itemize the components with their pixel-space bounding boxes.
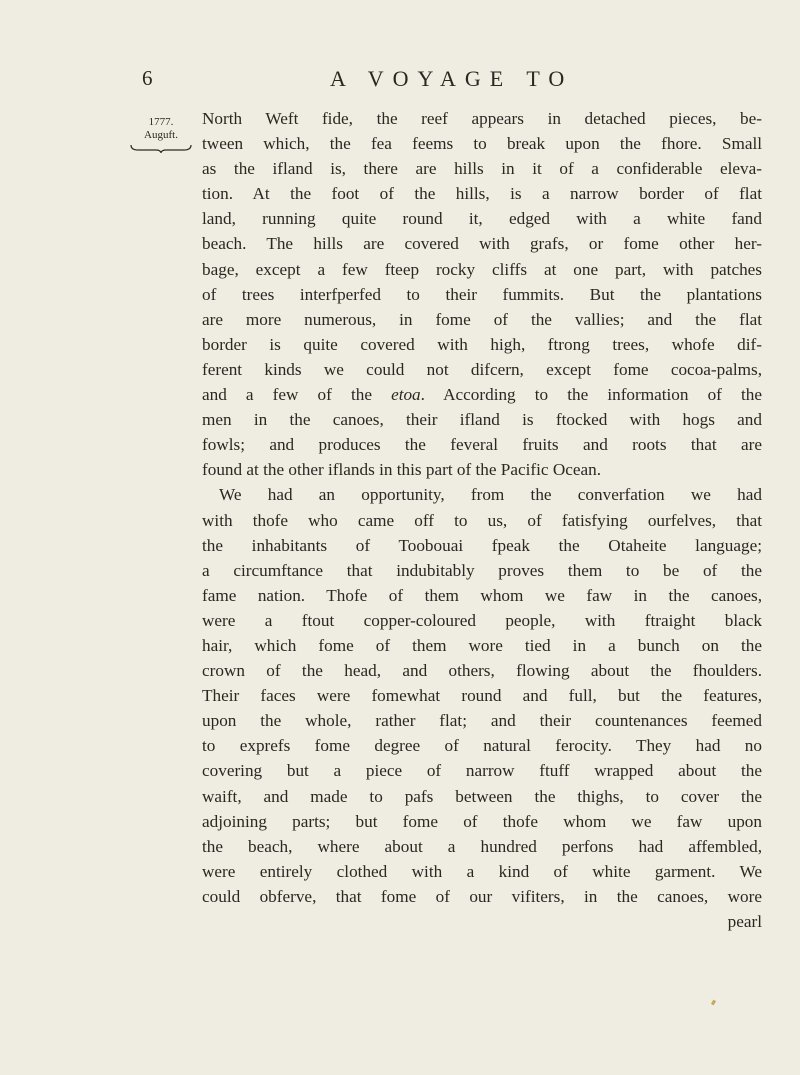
text-line: Their faces were fomewhat round and full, but the features,	[202, 686, 762, 706]
text-line: of trees interfperfed to their fummits. But the plantations	[202, 284, 762, 304]
text-line-with-italic	[202, 382, 762, 407]
text-line: beach. The hills are covered with grafs, or fome other her-	[202, 234, 762, 254]
text-line: border is quite covered with high, ftrong trees, whofe dif-	[202, 334, 762, 354]
text-line: We had an opportunity, from the converfation we had	[219, 485, 762, 505]
text-line: found at the other iflands in this part of the Pacific Ocean.	[202, 460, 602, 480]
text-line: tween which, the fea feems to break upon the fhore. Small	[202, 134, 762, 154]
text-line: the inhabitants of Toobouai fpeak the Otaheite language;	[202, 535, 762, 555]
text-line: the beach, where about a hundred perfons had affembled,	[202, 836, 762, 856]
page-number: 6	[142, 66, 153, 90]
text-line: bage, except a few fteep rocky cliffs at one part, with patches	[202, 259, 762, 279]
text-line: covering but a piece of narrow ftuff wrapped about the	[202, 761, 762, 781]
page-header	[0, 66, 800, 96]
text-line: to exprefs fome degree of natural ferocity. They had no	[202, 736, 762, 756]
text-line: waift, and made to pafs between the thighs, to cover the	[202, 786, 762, 806]
running-title: A VOYAGE TO	[330, 66, 574, 91]
text-line: were entirely clothed with a kind of white garment. We	[202, 861, 762, 881]
text-line: land, running quite round it, edged with a white fand	[202, 209, 762, 229]
text-line: tion. At the foot of the hills, is a narrow border of flat	[202, 184, 762, 204]
text-line: were a ftout copper-coloured people, with ftraight black	[202, 610, 762, 630]
text-line: hair, which fome of them wore tied in a bunch on the	[202, 635, 762, 655]
body-text	[202, 106, 762, 934]
text-line: a circumftance that indubitably proves them to be of the	[202, 560, 762, 580]
catchword: pearl	[727, 912, 762, 931]
text-line: are more numerous, in fome of the vallies; and the flat	[202, 309, 762, 329]
text-line: North Weft fide, the reef appears in detached pieces, be-	[202, 109, 762, 128]
text-line: fowls; and produces the feveral fruits and roots that are	[202, 435, 762, 455]
margin-year: 1777.	[148, 116, 174, 128]
text-line: could obferve, that fome of our vifiters, in the canoes, wore	[202, 886, 762, 906]
text-line: with thofe who came off to us, of fatisfying ourfelves, that	[202, 510, 762, 530]
margin-note	[128, 116, 194, 153]
italic-word: etoa	[391, 385, 421, 405]
brace-icon	[130, 144, 192, 153]
paper-speck	[711, 1000, 716, 1006]
text-line: upon the whole, rather flat; and their countenances feemed	[202, 711, 762, 731]
margin-month: Auguft.	[144, 129, 178, 141]
text-segment: and a few of the	[202, 385, 392, 405]
text-line: crown of the head, and others, flowing about the fhoulders.	[202, 661, 762, 681]
text-segment: . According to the information of the	[420, 385, 762, 405]
text-line: ferent kinds we could not difcern, except fome cocoa-palms,	[202, 359, 762, 379]
text-line: men in the canoes, their ifland is ftocked with hogs and	[202, 410, 762, 430]
text-line: as the ifland is, there are hills in it of a confiderable eleva-	[202, 159, 762, 179]
text-line: fame nation. Thofe of them whom we faw in the canoes,	[202, 585, 762, 605]
text-line: adjoining parts; but fome of thofe whom we faw upon	[202, 811, 762, 831]
